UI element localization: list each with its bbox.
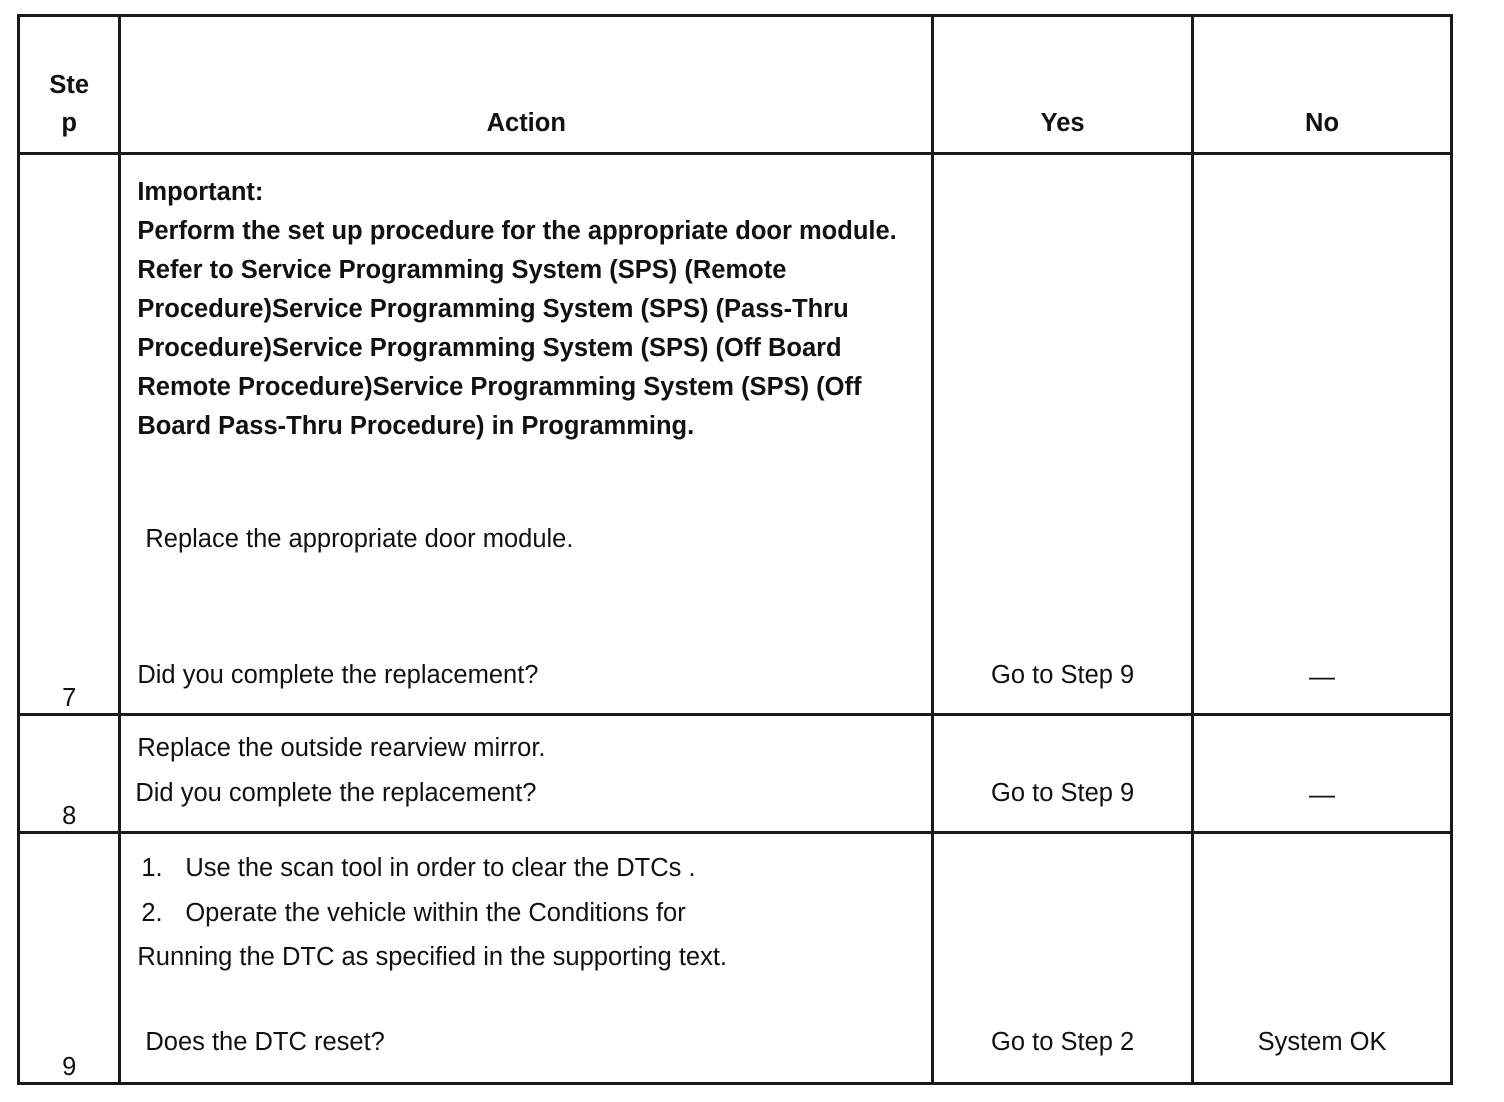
action-instruction: Replace the outside rearview mirror. [137, 734, 546, 762]
diagnostic-step-table [17, 14, 1453, 1085]
important-note [137, 173, 897, 446]
no-result: — [1309, 779, 1336, 809]
step-number: 9 [62, 1053, 77, 1081]
list-item [141, 854, 695, 883]
header-yes: Yes [933, 16, 1193, 154]
list-item-number: 2. [141, 899, 163, 927]
yes-result: Go to Step 9 [991, 661, 1135, 689]
important-label: Important: [137, 178, 264, 206]
step-cell [19, 833, 120, 1084]
action-cell [120, 715, 933, 833]
list-item-text: Operate the vehicle within the Conditions for [185, 899, 686, 927]
step-number: 8 [62, 802, 77, 830]
no-result: — [1309, 661, 1336, 691]
header-step [19, 16, 120, 154]
yes-result: Go to Step 9 [991, 779, 1135, 807]
action-question: Did you complete the replacement? [137, 661, 539, 689]
important-text: Perform the set up procedure for the appropriate door module. Refer to Service Programming System (SPS) (Remote Procedure)Service Programming System (SPS) (Pass-Thru Procedure)Service Programming System (SPS) (Off Board Remote Procedure)Service Programming System (SPS) (Off Board Pass-Thru Procedure) in Programming. [137, 217, 897, 440]
no-cell [1193, 833, 1452, 1084]
yes-cell [933, 154, 1193, 715]
table-row [19, 715, 1452, 833]
header-step-label: Step [49, 71, 90, 137]
list-item-text: Use the scan tool in order to clear the DTCs . [185, 854, 696, 882]
list-item [141, 899, 685, 928]
no-cell [1193, 715, 1452, 833]
list-continuation: Running the DTC as specified in the supporting text. [137, 943, 728, 971]
header-no: No [1193, 16, 1452, 154]
step-cell [19, 715, 120, 833]
yes-result: Go to Step 2 [991, 1028, 1135, 1056]
no-cell [1193, 154, 1452, 715]
yes-cell [933, 833, 1193, 1084]
no-result: System OK [1257, 1028, 1387, 1056]
table-row [19, 154, 1452, 715]
yes-cell [933, 715, 1193, 833]
table-row [19, 833, 1452, 1084]
action-instruction: Replace the appropriate door module. [145, 525, 574, 553]
action-question: Does the DTC reset? [145, 1028, 385, 1056]
table-header-row [19, 16, 1452, 154]
step-number: 7 [62, 684, 77, 712]
action-question: Did you complete the replacement? [135, 779, 537, 807]
header-action: Action [120, 16, 933, 154]
action-cell [120, 154, 933, 715]
step-cell [19, 154, 120, 715]
list-item-number: 1. [141, 854, 163, 882]
action-cell [120, 833, 933, 1084]
